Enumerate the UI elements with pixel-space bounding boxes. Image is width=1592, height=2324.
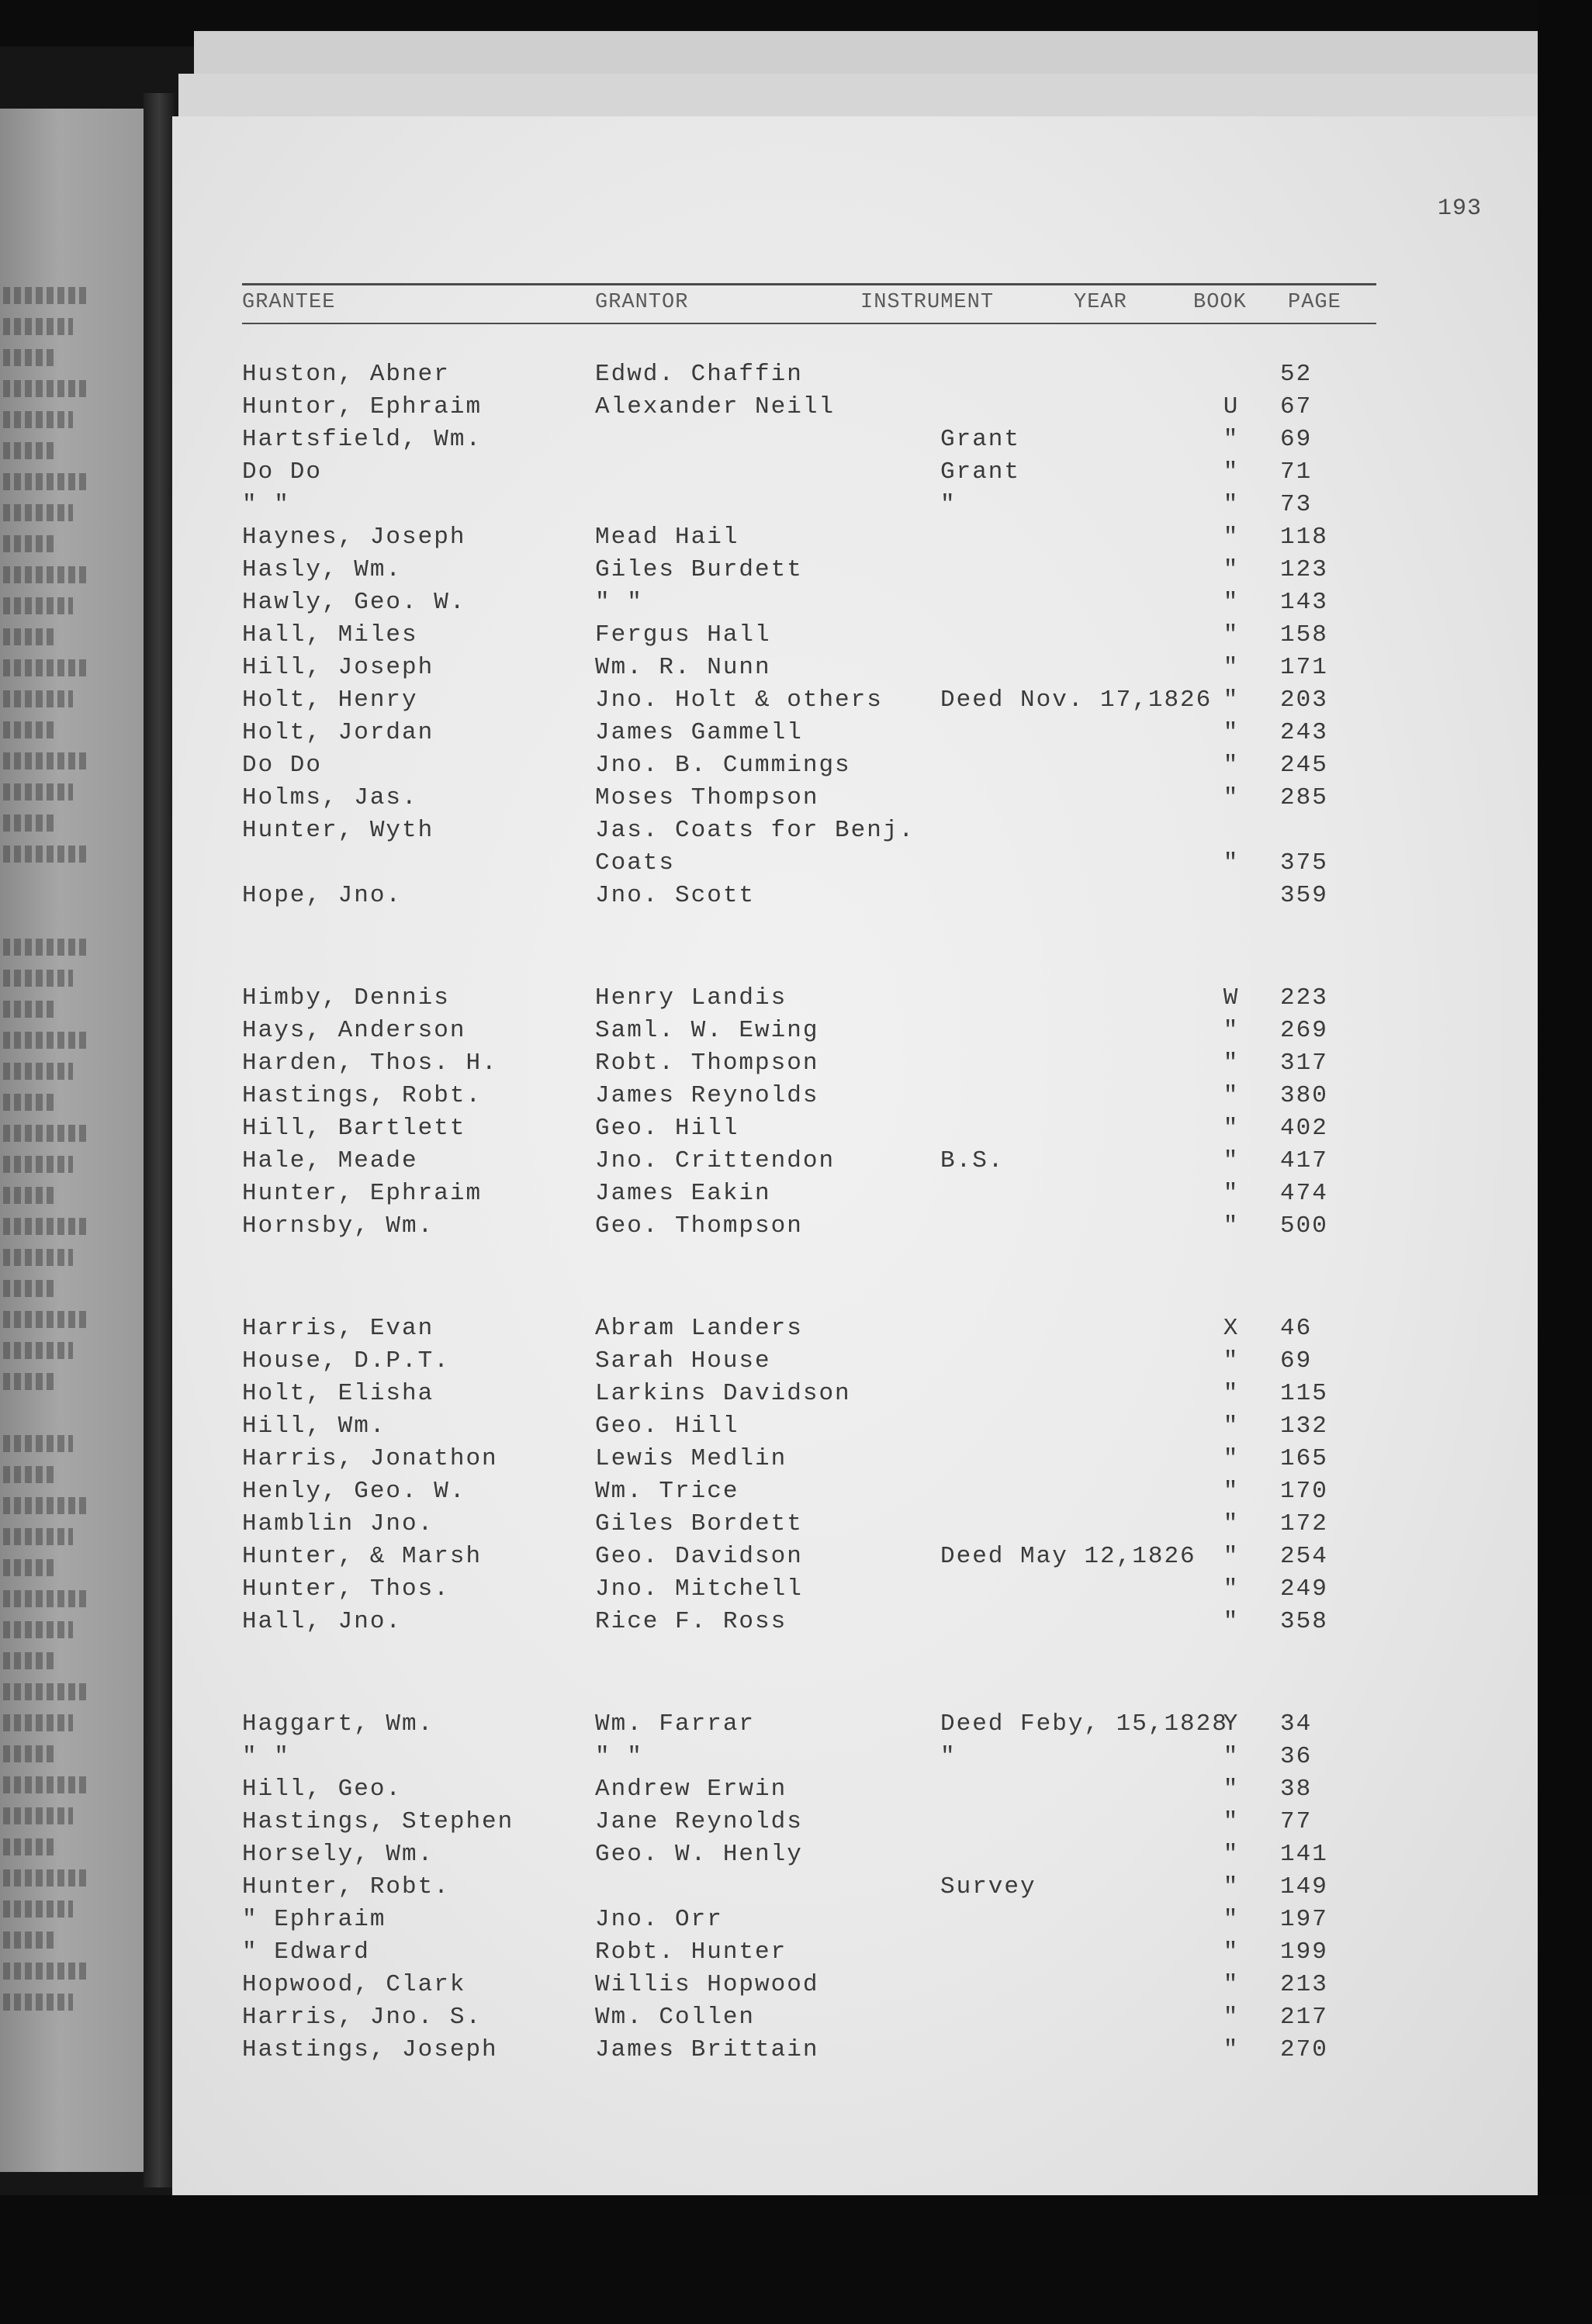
cell-grantee: Holt, Elisha	[242, 1380, 434, 1407]
show-through-text	[3, 1776, 88, 1793]
cell-grantee: Hale, Meade	[242, 1147, 418, 1174]
cell-grantor: Jas. Coats for Benj.	[595, 817, 915, 844]
cell-grantor: Robt. Thompson	[595, 1050, 819, 1077]
cell-book: "	[1223, 458, 1240, 486]
cell-grantor: Geo. Hill	[595, 1413, 739, 1440]
cell-book: "	[1223, 1478, 1240, 1505]
cell-instrument: Grant	[940, 426, 1021, 453]
cell-page: 149	[1280, 1873, 1328, 1900]
show-through-text	[3, 442, 57, 459]
header-rule	[242, 283, 1376, 285]
cell-grantee: Hope, Jno.	[242, 882, 403, 909]
cell-grantor: Geo. Hill	[595, 1115, 739, 1142]
cell-grantee: Hill, Joseph	[242, 654, 434, 681]
show-through-text	[3, 597, 73, 614]
cell-grantee: " Ephraim	[242, 1906, 386, 1933]
show-through-text	[3, 535, 57, 552]
cell-page: 118	[1280, 524, 1328, 551]
show-through-text	[3, 721, 57, 738]
cell-grantor: Moses Thompson	[595, 784, 819, 811]
cell-grantee: Hill, Bartlett	[242, 1115, 466, 1142]
page-number: 193	[1437, 195, 1482, 222]
cell-page: 213	[1280, 1971, 1328, 1998]
show-through-text	[3, 1218, 88, 1235]
cell-page: 203	[1280, 686, 1328, 714]
cell-grantor: Giles Bordett	[595, 1510, 803, 1537]
cell-page: 500	[1280, 1212, 1328, 1240]
cell-grantor: Jno. Crittendon	[595, 1147, 836, 1174]
cell-grantee: Hastings, Joseph	[242, 2036, 498, 2063]
show-through-text	[3, 1094, 57, 1111]
cell-grantee: Hunter, Wyth	[242, 817, 434, 844]
cell-book: "	[1223, 686, 1240, 714]
cell-grantee: Harris, Evan	[242, 1315, 434, 1342]
cell-page: 73	[1280, 491, 1313, 518]
show-through-text	[3, 1373, 57, 1390]
show-through-text	[3, 566, 88, 583]
cell-page: 172	[1280, 1510, 1328, 1537]
cell-page: 217	[1280, 2004, 1328, 2031]
cell-grantor: Coats	[595, 849, 676, 877]
cell-book: "	[1223, 1050, 1240, 1077]
show-through-text	[3, 1311, 88, 1328]
cell-grantor: Larkins Davidson	[595, 1380, 851, 1407]
cell-grantor: Sarah House	[595, 1347, 771, 1375]
cell-page: 417	[1280, 1147, 1328, 1174]
cell-grantor: Wm. Collen	[595, 2004, 756, 2031]
show-through-text	[3, 1714, 73, 1731]
cell-page: 197	[1280, 1906, 1328, 1933]
cell-grantee: Do Do	[242, 458, 323, 486]
cell-grantee: Hunter, Thos.	[242, 1575, 450, 1603]
cell-grantee: Huston, Abner	[242, 361, 450, 388]
cell-page: 285	[1280, 784, 1328, 811]
cell-book: "	[1223, 1873, 1240, 1900]
cell-book: U	[1223, 393, 1240, 420]
cell-book: "	[1223, 491, 1240, 518]
cell-grantor: Geo. Davidson	[595, 1543, 803, 1570]
cell-book: "	[1223, 1115, 1240, 1142]
cell-book: "	[1223, 1510, 1240, 1537]
cell-grantor: Andrew Erwin	[595, 1776, 787, 1803]
cell-grantee: Hill, Geo.	[242, 1776, 403, 1803]
cell-page: 199	[1280, 1938, 1328, 1966]
cell-grantor: Jno. B. Cummings	[595, 752, 851, 779]
cell-book: "	[1223, 1212, 1240, 1240]
cell-grantee: Hastings, Robt.	[242, 1082, 483, 1109]
cell-grantee: Haynes, Joseph	[242, 524, 466, 551]
show-through-text	[3, 970, 73, 987]
index-page	[172, 116, 1538, 2195]
column-header-grantee: GRANTEE	[242, 291, 336, 314]
cell-page: 375	[1280, 849, 1328, 877]
cell-page: 36	[1280, 1743, 1313, 1770]
cell-page: 77	[1280, 1808, 1313, 1835]
cell-page: 317	[1280, 1050, 1328, 1077]
cell-book: "	[1223, 1971, 1240, 1998]
show-through-text	[3, 1280, 57, 1297]
cell-page: 143	[1280, 589, 1328, 616]
cell-page: 170	[1280, 1478, 1328, 1505]
show-through-text	[3, 411, 73, 428]
cell-grantor: James Eakin	[595, 1180, 771, 1207]
cell-grantee: Harris, Jonathon	[242, 1445, 498, 1472]
cell-instrument: Survey	[940, 1873, 1037, 1900]
cell-book: "	[1223, 621, 1240, 648]
cell-book: "	[1223, 1445, 1240, 1472]
cell-page: 223	[1280, 984, 1328, 1012]
cell-grantor: Edwd. Chaffin	[595, 361, 803, 388]
show-through-text	[3, 1900, 73, 1918]
cell-page: 269	[1280, 1017, 1328, 1044]
cell-book: "	[1223, 1017, 1240, 1044]
cell-instrument: Deed Nov. 17,1826	[940, 686, 1213, 714]
show-through-text	[3, 1963, 88, 1980]
cell-book: "	[1223, 784, 1240, 811]
show-through-text	[3, 752, 88, 769]
cell-book: "	[1223, 1543, 1240, 1570]
cell-grantor: Jno. Holt & others	[595, 686, 883, 714]
cell-book: "	[1223, 1776, 1240, 1803]
cell-grantee: Harden, Thos. H.	[242, 1050, 498, 1077]
cell-page: 165	[1280, 1445, 1328, 1472]
show-through-text	[3, 846, 88, 863]
column-header-year: YEAR	[1074, 291, 1127, 314]
cell-grantee: Hall, Jno.	[242, 1608, 403, 1635]
cell-book: "	[1223, 524, 1240, 551]
cell-instrument: Deed May 12,1826	[940, 1543, 1196, 1570]
show-through-text	[3, 1621, 73, 1638]
show-through-text	[3, 1032, 88, 1049]
cell-book: "	[1223, 1413, 1240, 1440]
cell-grantee: " Edward	[242, 1938, 370, 1966]
cell-grantor: " "	[595, 589, 643, 616]
cell-page: 38	[1280, 1776, 1313, 1803]
show-through-text	[3, 1683, 88, 1700]
cell-grantor: Henry Landis	[595, 984, 787, 1012]
show-through-text	[3, 1807, 73, 1824]
cell-book: "	[1223, 1180, 1240, 1207]
show-through-text	[3, 1559, 57, 1576]
cell-page: 254	[1280, 1543, 1328, 1570]
cell-grantor: Mead Hail	[595, 524, 739, 551]
cell-page: 270	[1280, 2036, 1328, 2063]
cell-grantee: House, D.P.T.	[242, 1347, 450, 1375]
cell-grantor: Giles Burdett	[595, 556, 803, 583]
cell-page: 141	[1280, 1841, 1328, 1868]
cell-grantor: Abram Landers	[595, 1315, 803, 1342]
cell-grantee: " "	[242, 491, 290, 518]
cell-grantee: Haggart, Wm.	[242, 1710, 434, 1738]
cell-book: "	[1223, 1841, 1240, 1868]
cell-grantee: Holt, Henry	[242, 686, 418, 714]
show-through-text	[3, 1435, 73, 1452]
cell-book: "	[1223, 1575, 1240, 1603]
cell-grantee: Horsely, Wm.	[242, 1841, 434, 1868]
show-through-text	[3, 1063, 73, 1080]
cell-grantor: Fergus Hall	[595, 621, 771, 648]
cell-instrument: Deed Feby, 15,1828	[940, 1710, 1228, 1738]
show-through-text	[3, 1745, 57, 1762]
cell-book: "	[1223, 1347, 1240, 1375]
cell-book: "	[1223, 1906, 1240, 1933]
cell-grantee: Hornsby, Wm.	[242, 1212, 434, 1240]
scan-right-edge	[1538, 0, 1592, 2324]
cell-page: 123	[1280, 556, 1328, 583]
show-through-text	[3, 1466, 57, 1483]
cell-grantee: Hays, Anderson	[242, 1017, 466, 1044]
show-through-text	[3, 783, 73, 801]
cell-book: "	[1223, 2036, 1240, 2063]
show-through-text	[3, 473, 88, 490]
cell-page: 249	[1280, 1575, 1328, 1603]
cell-grantee: Henly, Geo. W.	[242, 1478, 466, 1505]
cell-book: "	[1223, 752, 1240, 779]
show-through-text	[3, 690, 73, 707]
cell-page: 158	[1280, 621, 1328, 648]
cell-page: 474	[1280, 1180, 1328, 1207]
cell-grantee: Hall, Miles	[242, 621, 418, 648]
show-through-text	[3, 1342, 73, 1359]
show-through-text	[3, 814, 57, 832]
show-through-text	[3, 1497, 88, 1514]
cell-grantor: Robt. Hunter	[595, 1938, 787, 1966]
cell-instrument: Grant	[940, 458, 1021, 486]
cell-grantee: Hawly, Geo. W.	[242, 589, 466, 616]
cell-grantor: Rice F. Ross	[595, 1608, 787, 1635]
show-through-text	[3, 628, 57, 645]
scan-bottom-edge	[0, 2195, 1592, 2324]
cell-book: "	[1223, 1608, 1240, 1635]
show-through-text	[3, 1838, 57, 1855]
cell-book: "	[1223, 426, 1240, 453]
cell-book: X	[1223, 1315, 1240, 1342]
show-through-text	[3, 659, 88, 676]
cell-page: 52	[1280, 361, 1313, 388]
show-through-text	[3, 504, 73, 521]
show-through-text	[3, 1156, 73, 1173]
cell-grantee: Holt, Jordan	[242, 719, 434, 746]
cell-grantee: Holms, Jas.	[242, 784, 418, 811]
cell-book: "	[1223, 1147, 1240, 1174]
show-through-text	[3, 318, 73, 335]
cell-page: 115	[1280, 1380, 1328, 1407]
cell-book: "	[1223, 556, 1240, 583]
cell-instrument: "	[940, 491, 957, 518]
column-header-page: PAGE	[1288, 291, 1341, 314]
cell-grantee: " "	[242, 1743, 290, 1770]
show-through-text	[3, 380, 88, 397]
cell-grantee: Hartsfield, Wm.	[242, 426, 483, 453]
cell-page: 245	[1280, 752, 1328, 779]
show-through-text	[3, 1590, 88, 1607]
cell-book: "	[1223, 1380, 1240, 1407]
show-through-text	[3, 1528, 73, 1545]
book-spine	[144, 93, 175, 2187]
cell-page: 359	[1280, 882, 1328, 909]
cell-page: 46	[1280, 1315, 1313, 1342]
show-through-text	[3, 349, 57, 366]
cell-grantor: James Brittain	[595, 2036, 819, 2063]
cell-book: W	[1223, 984, 1240, 1012]
cell-grantee: Hunter, Robt.	[242, 1873, 450, 1900]
cell-grantor: Geo. Thompson	[595, 1212, 803, 1240]
show-through-text	[3, 1994, 73, 2011]
cell-book: "	[1223, 589, 1240, 616]
cell-page: 402	[1280, 1115, 1328, 1142]
cell-page: 69	[1280, 426, 1313, 453]
cell-grantor: Geo. W. Henly	[595, 1841, 803, 1868]
cell-book: "	[1223, 1082, 1240, 1109]
cell-page: 132	[1280, 1413, 1328, 1440]
cell-grantor: Jno. Orr	[595, 1906, 723, 1933]
cell-page: 67	[1280, 393, 1313, 420]
cell-book: "	[1223, 1743, 1240, 1770]
cell-grantee: Hastings, Stephen	[242, 1808, 514, 1835]
cell-grantee: Hill, Wm.	[242, 1413, 386, 1440]
cell-grantor: Willis Hopwood	[595, 1971, 819, 1998]
show-through-text	[3, 287, 88, 304]
show-through-text	[3, 1652, 57, 1669]
cell-page: 69	[1280, 1347, 1313, 1375]
cell-grantor: Saml. W. Ewing	[595, 1017, 819, 1044]
cell-page: 171	[1280, 654, 1328, 681]
cell-page: 71	[1280, 458, 1313, 486]
cell-grantee: Hunter, & Marsh	[242, 1543, 483, 1570]
cell-grantee: Himby, Dennis	[242, 984, 450, 1012]
header-rule	[242, 323, 1376, 324]
show-through-text	[3, 1187, 57, 1204]
show-through-text	[3, 1931, 57, 1949]
cell-grantee: Do Do	[242, 752, 323, 779]
cell-grantor: James Reynolds	[595, 1082, 819, 1109]
cell-grantor: Jane Reynolds	[595, 1808, 803, 1835]
cell-instrument: B.S.	[940, 1147, 1005, 1174]
cell-grantee: Hunter, Ephraim	[242, 1180, 483, 1207]
show-through-text	[3, 1125, 88, 1142]
cell-book: "	[1223, 654, 1240, 681]
cell-book: Y	[1223, 1710, 1240, 1738]
cell-book: "	[1223, 849, 1240, 877]
cell-grantor: " "	[595, 1743, 643, 1770]
cell-book: "	[1223, 1938, 1240, 1966]
show-through-text	[3, 1869, 88, 1887]
facing-page	[0, 109, 147, 2172]
cell-book: "	[1223, 719, 1240, 746]
cell-page: 34	[1280, 1710, 1313, 1738]
cell-book: "	[1223, 1808, 1240, 1835]
cell-grantee: Harris, Jno. S.	[242, 2004, 483, 2031]
cell-grantor: Wm. Trice	[595, 1478, 739, 1505]
cell-instrument: "	[940, 1743, 957, 1770]
cell-grantor: Jno. Scott	[595, 882, 756, 909]
cell-grantee: Huntor, Ephraim	[242, 393, 483, 420]
column-header-instrument: INSTRUMENT	[860, 291, 995, 314]
cell-grantee: Hamblin Jno.	[242, 1510, 434, 1537]
cell-grantor: Jno. Mitchell	[595, 1575, 803, 1603]
cell-page: 380	[1280, 1082, 1328, 1109]
cell-book: "	[1223, 2004, 1240, 2031]
cell-grantor: Wm. Farrar	[595, 1710, 756, 1738]
cell-grantor: Lewis Medlin	[595, 1445, 787, 1472]
cell-page: 243	[1280, 719, 1328, 746]
cell-grantor: James Gammell	[595, 719, 803, 746]
cell-grantee: Hasly, Wm.	[242, 556, 403, 583]
column-header-grantor: GRANTOR	[595, 291, 689, 314]
cell-grantee: Hopwood, Clark	[242, 1971, 466, 1998]
show-through-text	[3, 1249, 73, 1266]
show-through-text	[3, 1001, 57, 1018]
show-through-text	[3, 939, 88, 956]
cell-grantor: Alexander Neill	[595, 393, 836, 420]
cell-page: 358	[1280, 1608, 1328, 1635]
column-header-book: BOOK	[1193, 291, 1247, 314]
cell-grantor: Wm. R. Nunn	[595, 654, 771, 681]
